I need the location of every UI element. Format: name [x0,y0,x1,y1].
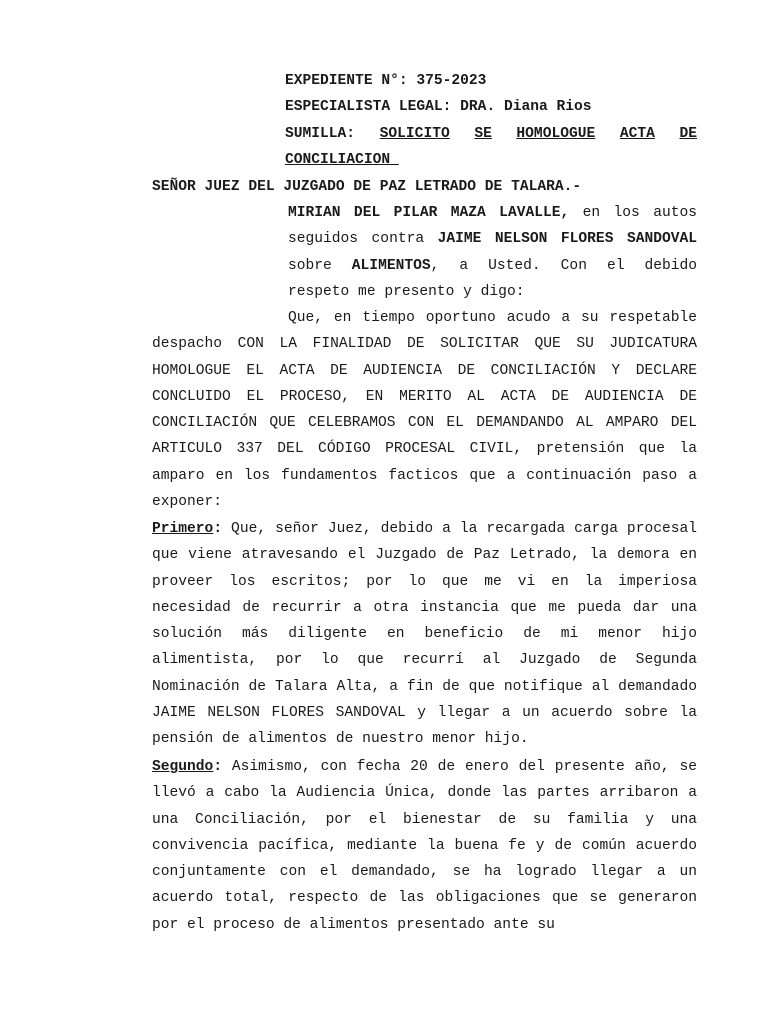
especialista-line [285,94,697,120]
respondent-name: JAIME NELSON FLORES SANDOVAL [437,231,698,248]
sumilla-word: ACTA [619,126,655,142]
intro-text-3: , a Usted. Con el debido respeto me presento y digo: [288,257,698,300]
primero-colon: : [213,521,223,537]
sumilla-word: SOLICITO [379,126,450,142]
expediente-line [285,68,697,94]
sumilla-word: SE [474,126,492,142]
sumilla-line [285,121,697,147]
intro-text-1: en los autos seguidos contra [288,205,697,248]
sumilla-label: SUMILLA: [285,126,356,142]
primero-text: Que, señor Juez, debido a la recargada carga procesal que viene atravesando el Juzgado de Paz Letrado, la demora en proveer los escritos; por lo que me vi en la imperiosa necesidad de recurrir a otra instancia que me pueda dar una solución más diligente en beneficio de mi menor hijo alimentista, por lo que recurrí al Juzgado de Segunda Nominación de Talara Alta, a fin de que notifique al demandado JAIME NELSON FLORES SANDOVAL y llegar a un acuerdo sobre la pensión de alimentos de nuestro menor hijo. [152,521,697,748]
especialista-label: ESPECIALISTA LEGAL: [285,99,452,115]
segundo-text: Asimismo, con fecha 20 de enero del presente año, se llevó a cabo la Audiencia Única, donde las partes arribaron a una Conciliación, por el bienestar de su familia y una convivencia pacífica, mediante la buena fe y de común acuerdo conjuntamente con el demandado, se ha logrado llegar a un acuerdo total, respecto de las obligaciones que se generaron por el proceso de alimentos presentado ante su [152,759,697,933]
intro-text-2: sobre [288,257,352,274]
sumilla-word: HOMOLOGUE [516,126,596,142]
primero-paragraph [152,516,697,753]
main-paragraph: Que, en tiempo oportuno acudo a su respetable despacho CON LA FINALIDAD DE SOLICITAR QUE SU JUDICATURA HOMOLOGUE EL ACTA DE AUDIENCIA DE CONCILIACIÓN Y DECLARE CONCLUIDO EL PROCESO, EN MERITO AL ACTA DE AUDIENCIA DE CONCILIACIÓN QUE CELEBRAMOS CON EL DEMANDANDO AL AMPARO DEL ARTICULO 337 DEL CÓDIGO PROCESAL CIVIL, pretensión que la amparo en los fundamentos facticos que a continuación paso a exponer: [152,310,697,511]
expediente-label: EXPEDIENTE N°: [285,73,408,89]
primero-label: Primero [152,521,214,537]
addressee: SEÑOR JUEZ DEL JUZGADO DE PAZ LETRADO DE TALARA.- [152,179,582,195]
intro-paragraph [288,200,697,305]
expediente-value: 375-2023 [416,73,487,89]
sumilla-word: DE [679,126,697,142]
segundo-colon: : [213,759,223,775]
sumilla-line-2 [285,147,697,173]
petitioner-name: MIRIAN DEL PILAR MAZA LAVALLE, [288,205,570,221]
sumilla-continuation: CONCILIACION [285,152,399,168]
matter-name: ALIMENTOS [351,257,431,274]
segundo-paragraph [152,754,697,938]
segundo-label: Segundo [152,759,214,775]
especialista-value: DRA. Diana Rios [460,99,592,115]
